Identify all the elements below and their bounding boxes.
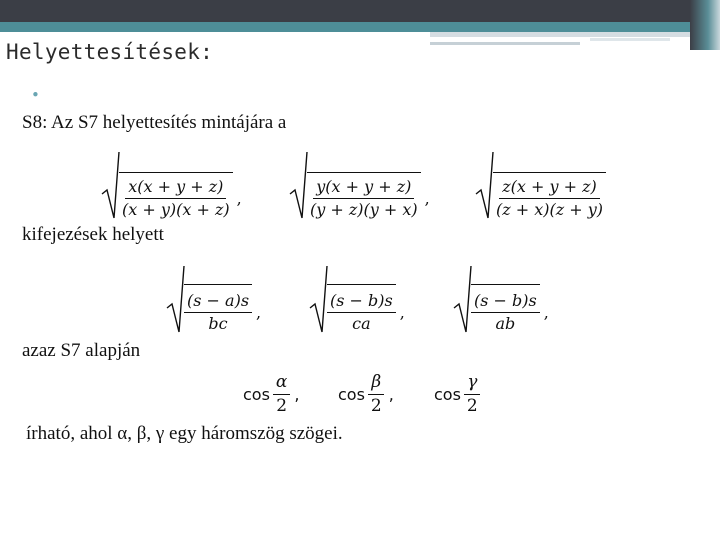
- fraction-numerator: (s − b)s: [471, 291, 540, 313]
- cos-expression: [338, 372, 394, 418]
- header-corner-gradient: [690, 0, 720, 50]
- fraction-denominator: 2: [370, 396, 382, 417]
- radical-sign-icon: [452, 264, 472, 334]
- fraction-denominator: ca: [352, 314, 371, 333]
- radical-sign-icon: [308, 264, 328, 334]
- fraction-denominator: (x + y)(x + z): [122, 200, 230, 219]
- separator: ,: [256, 303, 262, 322]
- fraction-denominator: (z + x)(z + y): [496, 200, 604, 219]
- radical-sign-icon: [165, 264, 185, 334]
- bullet-marker: •: [31, 86, 40, 104]
- function-name: cos: [243, 385, 270, 405]
- cos-expression: [434, 372, 485, 418]
- fraction-denominator: bc: [208, 314, 228, 333]
- slide-title: Helyettesítések:: [6, 40, 214, 64]
- cos-expression: [243, 372, 300, 418]
- separator: ,: [294, 385, 300, 405]
- text-kifejezesek: kifejezések helyett: [22, 224, 164, 245]
- intro-text: S8: Az S7 helyettesítés mintájára a: [22, 112, 287, 133]
- header-bar-teal: [0, 22, 720, 32]
- function-name: cos: [338, 385, 365, 405]
- fraction-numerator: β: [368, 372, 384, 395]
- function-name: cos: [434, 385, 461, 405]
- text-azaz: azaz S7 alapján: [22, 340, 141, 361]
- separator: ,: [424, 189, 430, 208]
- fraction-numerator: x(x + y + z): [125, 177, 226, 199]
- separator: ,: [543, 303, 549, 322]
- radical-sign-icon: [474, 150, 494, 220]
- radical-expression: [100, 150, 242, 220]
- fraction-denominator: ab: [495, 314, 516, 333]
- separator: ,: [399, 303, 405, 322]
- fraction-numerator: γ: [464, 372, 480, 395]
- separator: ,: [236, 189, 242, 208]
- radical-expression: [452, 264, 549, 334]
- fraction-denominator: 2: [276, 396, 288, 417]
- radical-expression: [474, 150, 610, 220]
- fraction-denominator: (y + z)(y + x): [310, 200, 418, 219]
- separator: ,: [388, 385, 394, 405]
- fraction-denominator: 2: [466, 396, 478, 417]
- radical-sign-icon: [288, 150, 308, 220]
- header-accent-line: [590, 38, 670, 41]
- fraction-numerator: (s − a)s: [184, 291, 252, 313]
- radical-expression: [308, 264, 405, 334]
- fraction-numerator: (s − b)s: [327, 291, 396, 313]
- header-bar-dark: [0, 0, 720, 22]
- fraction-numerator: α: [273, 372, 290, 395]
- radical-expression: [288, 150, 430, 220]
- text-irhato: írható, ahol α, β, γ egy háromszög szögei.: [26, 423, 343, 444]
- header-accent-line: [430, 42, 580, 45]
- fraction-numerator: z(x + y + z): [499, 177, 600, 199]
- radical-expression: [165, 264, 261, 334]
- fraction-numerator: y(x + y + z): [313, 177, 414, 199]
- header-accent-line: [430, 32, 720, 37]
- radical-sign-icon: [100, 150, 120, 220]
